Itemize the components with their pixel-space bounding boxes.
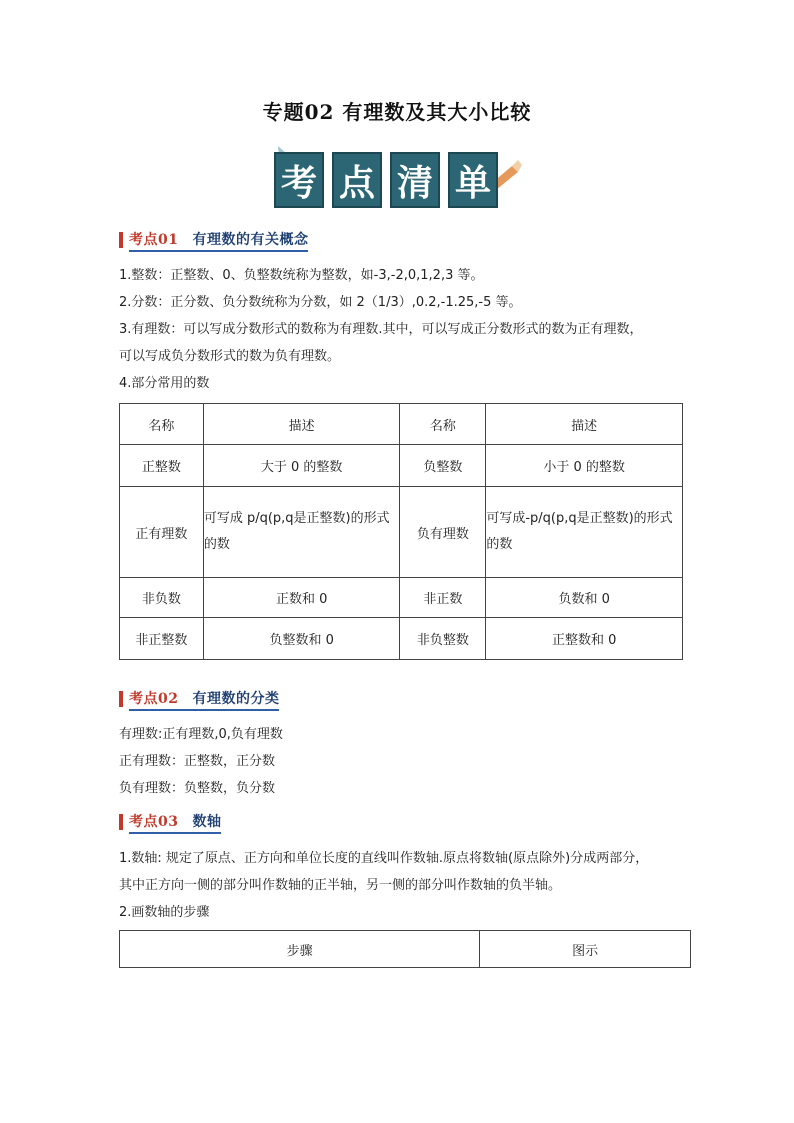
table-cell: 负整数 [400, 445, 486, 487]
table-row [120, 618, 683, 660]
paragraph-line: 其中正方向一侧的部分叫作数轴的正半轴，另一侧的部分叫作数轴的负半轴。 [119, 878, 562, 893]
paragraph-line: 1.整数：正整数、0、负整数统称为整数，如-3,-2,0,1,2,3 等。 [119, 268, 484, 283]
section-code: 考点03 [129, 813, 179, 830]
section-marker [119, 814, 123, 830]
table-header-row [120, 404, 683, 445]
section-title: 有理数的分类 [192, 690, 280, 707]
section-3-heading [119, 812, 221, 832]
table-header-row [120, 931, 691, 968]
table-cell: 小于 0 的整数 [486, 445, 683, 487]
section-title: 有理数的有关概念 [192, 231, 309, 248]
table-row [120, 445, 683, 487]
number-line-steps-table [119, 930, 691, 968]
paragraph-line: 2.画数轴的步骤 [119, 905, 210, 920]
table-cell: 正数和 0 [203, 578, 400, 618]
table-cell: 非正数 [400, 578, 486, 618]
banner-char-1: 考 [274, 152, 324, 208]
table-cell: 大于 0 的整数 [203, 445, 400, 487]
table-cell: 可写成-p/q(p,q是正整数)的形式的数 [486, 487, 683, 578]
section-code: 考点01 [129, 231, 179, 248]
table-row [120, 578, 683, 618]
table-cell: 可写成 p/q(p,q是正整数)的形式的数 [203, 487, 400, 578]
section-2-body [119, 721, 689, 802]
table-cell: 正整数和 0 [486, 618, 683, 660]
banner-char-3: 清 [390, 152, 440, 208]
table-cell: 非负数 [120, 578, 204, 618]
paragraph-line: 3.有理数：可以写成分数形式的数称为有理数.其中，可以写成正分数形式的数为正有理数， [119, 322, 643, 337]
section-2-heading [119, 689, 279, 709]
paragraph-line: 2.分数：正分数、负分数统称为分数，如 2（1/3）,0.2,-1.25,-5 等。 [119, 295, 522, 310]
section-3-body [119, 845, 689, 926]
section-1-heading [119, 230, 308, 250]
table-header-cell: 描述 [486, 404, 683, 445]
table-cell: 正整数 [120, 445, 204, 487]
table-header-cell: 名称 [120, 404, 204, 445]
section-title: 数轴 [192, 813, 222, 830]
table-cell: 负整数和 0 [203, 618, 400, 660]
table-cell: 非正整数 [120, 618, 204, 660]
paragraph-line: 4.部分常用的数 [119, 376, 210, 391]
table-cell: 负数和 0 [486, 578, 683, 618]
banner-char-4: 单 [448, 152, 498, 208]
section-marker [119, 232, 123, 248]
table-cell: 非负整数 [400, 618, 486, 660]
section-code: 考点02 [129, 690, 179, 707]
page-title: 专题02 有理数及其大小比较 [262, 100, 532, 124]
paragraph-line: 1.数轴: 规定了原点、正方向和单位长度的直线叫作数轴.原点将数轴(原点除外)分成两部分， [119, 851, 649, 866]
table-header-cell: 名称 [400, 404, 486, 445]
paragraph-line: 负有理数：负整数，负分数 [119, 781, 276, 796]
table-row [120, 487, 683, 578]
table-cell: 负有理数 [400, 487, 486, 578]
paragraph-line: 有理数:正有理数,0,负有理数 [119, 727, 283, 742]
table-header-cell: 图示 [480, 931, 691, 968]
banner-char-2: 点 [332, 152, 382, 208]
paragraph-line: 正有理数：正整数，正分数 [119, 754, 276, 769]
paragraph-line: 可以写成负分数形式的数为负有理数。 [119, 349, 341, 364]
table-cell: 正有理数 [120, 487, 204, 578]
table-header-cell: 步骤 [120, 931, 480, 968]
banner [272, 146, 522, 212]
section-1-body [119, 262, 689, 397]
common-numbers-table [119, 403, 683, 660]
section-marker [119, 691, 123, 707]
table-header-cell: 描述 [203, 404, 400, 445]
